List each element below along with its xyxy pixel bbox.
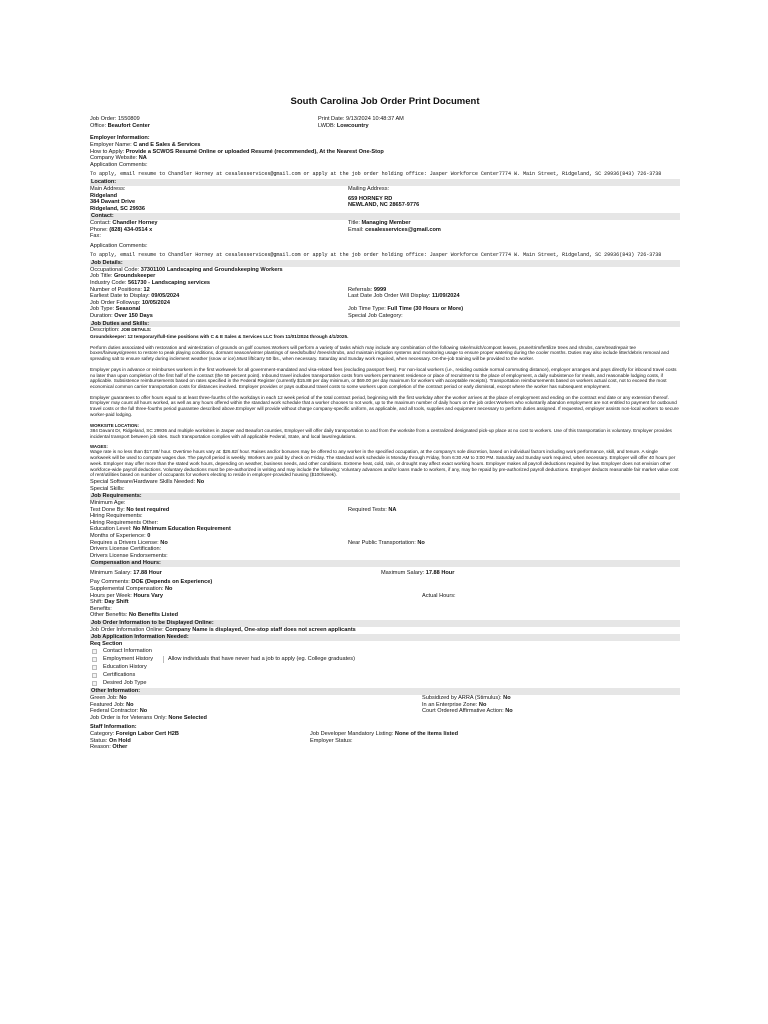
hours-per-week: Hours Vary	[133, 592, 163, 599]
job-developer-listing: None of the items listed	[394, 730, 458, 737]
job-time-type: Full Time (30 Hours or More)	[387, 306, 464, 313]
contact-phone: (828) 434-0514 x	[109, 226, 153, 233]
enterprise-zone: No	[478, 701, 487, 708]
green-job: No	[119, 695, 127, 701]
benefits-label: Benefits:	[90, 605, 112, 612]
contact-title: Managing Member	[361, 219, 411, 226]
minimum-age-label: Minimum Age:	[90, 499, 126, 506]
test-done-by: No test required	[126, 506, 170, 513]
worksite-heading: WORKSITE LOCATION:	[90, 422, 139, 428]
how-to-apply: Provide a SCWOS Resumé Online or uploaded Resumé (recommended), At the Nearest One-Stop	[125, 148, 384, 155]
online-section-title: Job Order Information to be Displayed Online:	[90, 620, 680, 627]
number-of-positions: 12	[143, 286, 150, 293]
job-title: Groundskeeper	[113, 273, 156, 280]
contact-apply-text: To apply, email resume to Chandler Horney at cesalesservices@gmail.com or apply at the job order holding office: Jasper Workforce Center7774 W. Main Street, Ridgeland, SC 29936(843) 726-3738	[90, 252, 662, 259]
staff-category: Foreign Labor Cert H2B	[115, 730, 179, 737]
contact-name: Chandler Horney	[112, 219, 158, 226]
description-duties: Perform duties associated with restoration and winterization of grounds on golf courses.Workers will perform a variety of tasks which may include any combination of the following rake/mulch/compost leaves, prune/trim/fertilize trees and shrubs, care/treat/repair tee boxes/fairways/greens to restore to peak playing conditions, dormant season/winter plantings of seeds/bulbs/ /trees/shrubs, and maintain irrigation systems and monitoring usage to ensure proper watering during the cooler months. Duties may also include litter/debris removal and spreading salt to ensure safety during inclement weather (snow or ice).Must lift/carry 50 lbs., when necessary. Saturday and Sunday work required, when necessary. On-the-job training will be provided to the worker.	[90, 344, 669, 362]
checkbox-icon[interactable]	[92, 649, 97, 654]
worksite-text: 384 Davant Dr, Ridgeland, SC 29936 and multiple worksites in Jasper and Beaufort counties, Employer will offer daily transportation to and from the worksite from a centralized designated pick-up place at no cost to workers. Use of this transportation is voluntary. Employer provides incidental transport between job sites. Such transportation complies with all applicable Federal, State, and local laws/regulations.	[90, 427, 672, 439]
checkbox-icon[interactable]	[92, 681, 97, 686]
required-tests: NA	[388, 506, 397, 513]
checkbox-icon[interactable]	[92, 673, 97, 678]
print-date: Print Date: 9/13/2024 10:48:37 AM	[318, 116, 404, 123]
referrals: 9999	[373, 286, 387, 293]
req-item-employment-history[interactable]: Employment History Allow individuals that have never had a job to apply (eg. College graduates)	[92, 655, 680, 663]
drivers-license-required: No	[160, 539, 168, 546]
req-section-label: Req Section	[90, 640, 123, 647]
job-order-number: Job Order: 1550809	[90, 116, 140, 123]
location-section-title: Location:	[90, 179, 680, 186]
license-certification-label: Drivers License Certification:	[90, 546, 162, 553]
company-website: NA	[138, 155, 147, 162]
duration: Over 150 Days	[114, 313, 153, 320]
contact-section-title: Contact:	[90, 213, 680, 220]
court-ordered-aa: No	[505, 708, 513, 715]
near-public-transport: No	[417, 539, 425, 546]
software-skills-value: No	[196, 479, 205, 486]
featured-job: No	[126, 701, 134, 708]
checkbox-icon[interactable]	[92, 657, 97, 662]
description-guarantee: Employer guarantees to offer hours equal to at least three-fourths of the workdays in each 12 week period of the total contract period, beginning with the first workday after the worker arrives at the place of employment and ending on the contract end date or any extension thereof. Employer may count all hours worked, as well as any hours offered within the standard work schedule that a worker chooses to not work, up to the maximum number of daily hours on the job order.Workers who voluntarily abandon employment are not entitled to payment for outbound travel costs or the full three-fourths period guarantee described above.Employer will provide without charge company-specific uniform, as applicable, and all tools, supplies and equipment necessary to perform duties assigned. If requested, employer assists non-local workers to secure worker-paid lodging.	[90, 394, 679, 417]
application-section-title: Job Application Information Needed:	[90, 634, 680, 641]
employment-history-note: Allow individuals that have never had a job to apply (eg. College graduates)	[163, 656, 355, 663]
requirements-section-title: Job Requirements:	[90, 493, 680, 500]
hiring-requirements-label: Hiring Requirements:	[90, 513, 143, 520]
office-value: Beaufort Center	[107, 122, 150, 129]
main-address-line: 384 Davant Drive	[90, 199, 136, 206]
description-travel: Employer pays in advance or reimburses workers in the first workweek for all government-mandated and visa-related fees (excluding passport fees). For non-local workers (i.e., residing outside normal commuting distance), employer arranges and pays directly for inbound travel costs no later than upon completion of the first half of the contract (the 50 percent point). Inbound travel includes transportation costs from workers permanent residence or place of recruitment to the place of employment, a daily subsistence for meals, and reasonable lodging costs, if applicable. Subsistence reimbursements based on rates specified in the Federal Register (currently $15.88 per day minimum, or $69.00 per day maximum for workers with acceptable receipts). Transportation reimbursements based on workers actual cost, not to exceed the most economical common carrier transportation costs for distances involved. Employer provides or pays outbound travel costs to some workers upon completion of the contract period or early dismissal, except where the worker has subsequent employment.	[90, 366, 677, 389]
wages-text: Wage rate is no less than $17.88/ hour. Overtime hours vary at: $26.82/ hour. Raises and/or bonuses may be offered to any worker in the specified occupation, at the company's sole discretion, based on individual factors including work performance, skill, and tenure. A single workweek will be used to compute wages due. The payroll period is weekly. Workers are paid by check on Friday. The standard work schedule is Monday through Friday, from 6:30 AM to 3:00 PM. Saturday and Sunday work required, when necessary. Employer will offer 40 hours per week. Employer may offer more than the stated work hours, depending on weather, business needs, and other conditions. Extreme heat, cold, rain, or drought may affect exact working hours. Employer makes all payroll deductions required by law. Employer does not envision other workforce-wide payroll deductions. Voluntary deductions must be pre-authorized in writing and may include the following: Voluntary advances and/or loans made to workers, if any, may be repaid by pre-authorized payroll deductions. Employer deducts reasonable fair market value cost of rent/utilities based on number of occupants for workers electing to reside in employer-provided housing ($100/week).	[90, 449, 679, 478]
main-address-line: Ridgeland	[90, 192, 118, 199]
special-job-category-label: Special Job Category:	[348, 313, 403, 320]
employer-apply-text: To apply, email resume to Chandler Horney at cesalesservices@gmail.com or apply at the job order holding office: Jasper Workforce Center7774 W. Main Street, Ridgeland, SC 29936(843) 726-3738	[90, 171, 662, 178]
staff-reason: Other	[112, 744, 128, 751]
contact-application-comments-label: Application Comments:	[90, 242, 148, 249]
arra-subsidized: No	[503, 695, 511, 701]
industry-code: 561730 - Landscaping services	[127, 280, 211, 287]
last-display-date: 11/09/2024	[431, 293, 460, 300]
description-heading: JOB DETAILS:	[121, 327, 152, 333]
federal-contractor: No	[139, 708, 148, 715]
employer-status-label: Employer Status:	[310, 737, 353, 744]
earliest-display-date: 09/05/2024	[151, 293, 180, 300]
maximum-salary: 17.88 Hour	[425, 569, 455, 576]
employer-name: C and E Sales & Services	[133, 141, 201, 148]
compensation-section-title: Compensation and Hours:	[90, 560, 680, 567]
online-info-value: Company Name is displayed, One-stop staff does not screen applicants	[165, 626, 356, 633]
wages-heading: WAGES:	[90, 444, 108, 450]
mailing-address-line: 659 HORNEY RD	[348, 195, 393, 202]
minimum-salary: 17.88 Hour	[133, 569, 162, 576]
veterans-only: None Selected	[168, 714, 207, 721]
shift: Day Shift	[104, 599, 129, 606]
header-block: Job Order: 1550809 Office: Beaufort Center Print Date: 9/13/2024 10:48:37 AM LWDB: Lowcountry	[90, 116, 680, 129]
job-type: Seasonal	[115, 306, 141, 313]
req-item-contact-information[interactable]: Contact Information	[92, 647, 680, 655]
job-details-section-title: Job Details:	[90, 260, 680, 267]
employer-application-comments-label: Application Comments:	[90, 161, 148, 168]
employer-section-title: Employer Information:	[90, 135, 150, 142]
checkbox-icon[interactable]	[92, 665, 97, 670]
req-item-education-history[interactable]: Education History	[92, 663, 680, 671]
special-skills-label: Special Skills:	[90, 485, 125, 492]
mailing-address-line: NEWLAND, NC 28657-9776	[348, 202, 420, 209]
duties-section-title: Job Duties and Skills:	[90, 321, 680, 328]
other-section-title: Other Information:	[90, 688, 680, 695]
education-level: No Minimum Education Requirement	[132, 526, 231, 533]
document-title: South Carolina Job Order Print Document	[290, 96, 480, 107]
contact-email: cesalesservices@gmail.com	[365, 226, 441, 233]
req-item-certifications[interactable]: Certifications	[92, 671, 680, 679]
contact-fax-label: Fax:	[90, 233, 101, 240]
months-experience: 0	[147, 532, 151, 539]
staff-status: On Hold	[108, 737, 131, 744]
req-item-desired-job-type[interactable]: Desired Job Type	[92, 679, 680, 687]
license-endorsements-label: Drivers License Endorsements:	[90, 552, 168, 559]
other-benefits: No Benefits Listed	[128, 612, 178, 619]
supplemental-compensation: No	[164, 586, 173, 593]
description-summary: Groundskeeper: 12 temporary/full-time positions with C & E Sales & Services LLC from 11/01/2024 through 4/1/2025.	[90, 333, 349, 339]
job-order-document: South Carolina Job Order Print Document Job Order: 1550809 Office: Beaufort Center Print Date: 9/13/2024 10:48:37 AM LWDB: Lowcountry Employer Information: Employer Name: C and E Sales & Services How to Apply: Provide a SCWOS Resumé Online or uploaded Resumé (recommended), At the Nearest One-Stop Company Website: NA Application Comments: To apply, email resume to Chandler Horney at cesalesservices@gmail.com or apply at the job order holding office: Jasper Workforce Center7774 W. Main Street, Ridgeland, SC 29936(843) 726-3738 Location: Main Address: Ridgeland 384 Davant Drive Ridgeland, SC 29936 Mailing Address: 659 HORNEY RD NEWLAND, NC 28657-9776 Contact: Contact: Chandler Horney Phone: (828) 434-0514 x Fax: Title: Managing Member Email: cesalesservices@gmail.com Application Comments: To apply, email resume to Chandler Horney at cesalesservices@gmail.com or apply at the job order holding office: Jasper Workforce Center7774 W. Main Street, Ridgeland, SC 29936(843) 726-3738 Job Details: Occupational Code: 37301100 Landscaping and Groundskeeping Workers Job Title: Groundskeeper Industry Code: 561730 - Landscaping services Number of Positions: 12 Earliest Date to Display: 09/05/2024 Job Order Followup: 10/05/2024 Job Type: Seasonal Duration: Over 150 Days Referrals: 9999 Last Date Job Order Will Display: 11/09/2024 Job Time Type: Full Time (30 Hours or More) Special Job Category: Job Duties and Skills: Description: JOB DETAILS: Groundskeeper: 12 temporary/full-time positions with C & E Sales & Services LLC from 11/01/2024 through 4/1/2025. Perform duties associated with restoration and winterization of grounds on golf courses.Workers will perform a variety of tasks which may include any combination of the following rake/mulch/compost leaves, prune/trim/fertilize trees and shrubs, care/treat/repair tee boxes/fairways/greens to restore to peak playing conditions, dormant season/winter plantings of seeds/bulbs/ /trees/shrubs, and maintain irrigation systems and monitoring usage to ensure proper watering during the cooler months. Duties may also include litter/debris removal and spreading salt to ensure safety during inclement weather (snow or ice).Must lift/carry 50 lbs., when necessary. Saturday and Sunday work required, when necessary. On-the-job training will be provided to the worker. Employer pays in advance or reimburses workers in the first workweek for all government-mandated and visa-related fees (excluding passport fees). For non-local workers (i.e., residing outside normal commuting distance), employer arranges and pays directly for inbound travel costs no later than upon completion of the first half of the contract (the 50 percent point). Inbound travel includes transportation costs from workers permanent residence or place of recruitment to the place of employment, a daily subsistence for meals, and reasonable lodging costs, if applicable. Subsistence reimbursements based on rates specified in the Federal Register (currently $15.88 per day minimum, or $69.00 per day maximum for workers with acceptable receipts). Transportation reimbursements based on workers actual cost, not to exceed the most economical common carrier transportation costs for distances involved. Employer provides or pays outbound travel costs to some workers upon completion of the contract period or early dismissal, except where the worker has subsequent employment. Employer guarantees to offer hours equal to at least three-fourths of the workdays in each 12 week period of the total contract period, beginning with the first workday after the worker arrives at the place of employment and ending on the contract end date or any extension thereof. Employer may count all hours worked, as well as any hours offered within the standard work schedule that a worker chooses to not work, up to the maximum number of daily hours on the job order.Workers who voluntarily abandon employment are not entitled to payment for outbound travel costs or the full three-fourths period guarantee described above.Employer will provide without charge company-specific uniform, as applicable, and all tools, supplies and equipment necessary to perform duties assigned. If requested, employer assists non-local workers to secure worker-paid lodging. WORKSITE LOCATION: 384 Davant Dr, Ridgeland, SC 29936 and multiple worksites in Jasper and Beaufort counties, Employer will offer daily transportation to and from the worksite from a centralized designated pick-up place at no cost to workers. Use of this transportation is voluntary. Employer provides incidental transport between job sites. Such transportation complies with all applicable Federal, State, and local laws/regulations. WAGES: Wage rate is no less than $17.88/ hour. Overtime hours vary at: $26.82/ hour. Raises and/or bonuses may be offered to any worker in the specified occupation, at the company's sole discretion, based on individual factors including work performance, skill, and tenure. A single workweek will be used to compute wages due. The payroll period is weekly. Workers are paid by check on Friday. The standard work schedule is Monday through Friday, from 6:30 AM to 3:00 PM. Saturday and Sunday work required, when necessary. Employer will offer 40 hours per week. Employer may offer more than the stated work hours, depending on weather, business needs, and other conditions. Extreme heat, cold, rain, or drought may affect exact working hours. Employer makes all payroll deductions required by law. Employer does not envision other workforce-wide payroll deductions. Voluntary deductions must be pre-authorized in writing and may include the following: Voluntary advances and/or loans made to workers, if any, may be repaid by pre-authorized payroll deductions. Employer deducts reasonable fair market value cost of rent/utilities based on number of occupants for workers electing to reside in employer-provided housing ($100/week). Special Software/Hardware Skills Needed: No Special Skills: Job Requirements: Minimum Age: Test Done By: No test required Required Tests: NA Hiring Requirements: Hiring Requirements Other: Education Level: No Minimum Education Requirement Months of Experience: 0 Requires a Drivers License: No Near Public Transportation: No Drivers License Certification: Drivers License Endorsements: Compensation and Hours: Minimum Salary: 17.88 Hour Maximum Salary: 17.88 Hour Pay Comments: DOE (Depends on Experience) Supplemental Compensation: No Hours per Week: Hours Vary Actual Hours: Shift: Day Shift Benefits: Other Benefits: No Benefits Listed Job Order Information to be Displayed Online: Job Order Information Online: Company Name is displayed, One-stop staff does not screen applicants Job Application Information Needed: Req Section Contact Information Employment History Allow individuals that have never had a job to apply (eg. College graduates) Education History Certifications Desired Job Type Other Information: Green Job: No Featured Job: No Federal Contractor: No Job Order is for Veterans Only: None Selected Subsidized by ARRA (Stimulus): No In an Enterprise Zone: No Court Ordered Affirmative Action: No Staff Information: Category: Foreign Labor Cert H2B Status: On Hold Reason: Other Job Developer Mandatory Listing: None of the items listed Employer Status:	[90, 96, 679, 751]
lwdb-value: Lowcountry	[336, 122, 369, 129]
hiring-requirements-other-label: Hiring Requirements Other:	[90, 519, 159, 526]
address-block: Main Address: Ridgeland 384 Davant Drive Ridgeland, SC 29936 Mailing Address: 659 HORNEY RD NEWLAND, NC 28657-9776	[90, 186, 680, 212]
staff-section-title: Staff Information:	[90, 724, 137, 731]
main-address-line: Ridgeland, SC 29936	[90, 205, 146, 212]
pay-comments: DOE (Depends on Experience)	[131, 579, 213, 586]
occupational-code: 37301100 Landscaping and Groundskeeping Workers	[140, 266, 283, 273]
actual-hours-label: Actual Hours:	[422, 592, 456, 599]
followup-date: 10/05/2024	[141, 299, 170, 306]
